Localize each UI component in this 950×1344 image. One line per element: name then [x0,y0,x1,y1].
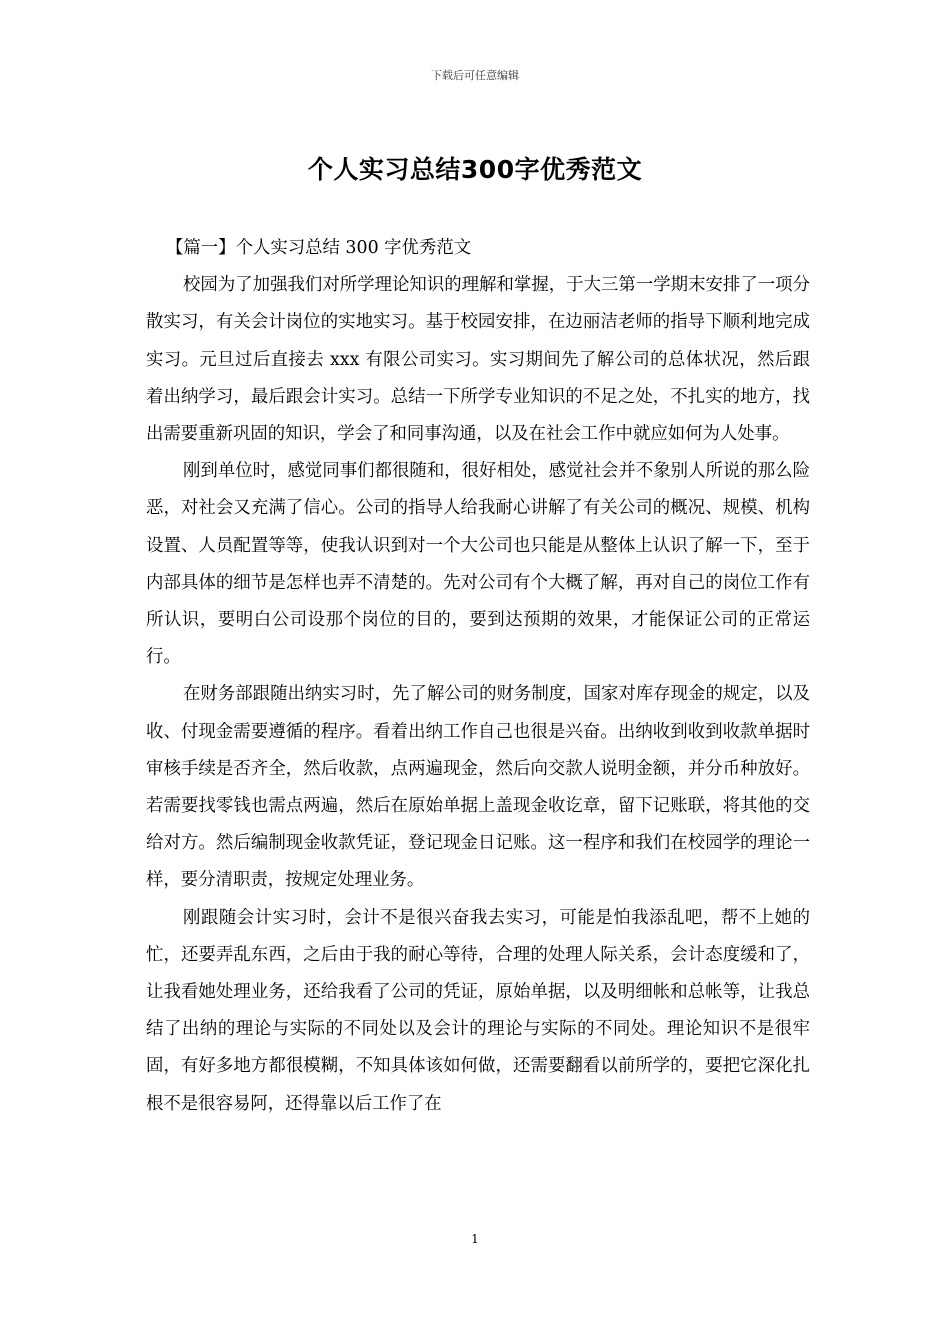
page-number: 1 [471,1232,479,1246]
header-note: 下载后可任意编辑 [431,69,519,82]
document-body [146,230,810,1123]
paragraph-1: 校园为了加强我们对所学理论知识的理解和掌握，于大三第一学期末安排了一项分散实习，有关会计岗位的实地实习。基于校园安排，在边丽洁老师的指导下顺利地完成实习。元旦过后直接去 xxx 有限公司实习。实习期间先了解公司的总体状况，然后跟着出纳学习，最后跟会计实习。总结一下所学专业知识的不足之处，不扎实的地方，找出需要重新巩固的知识，学会了和同事沟通，以及在社会工作中就应如何为人处事。 [146,275,810,445]
document-title: 个人实习总结300字优秀范文 [307,155,643,184]
paragraph-4: 刚跟随会计实习时，会计不是很兴奋我去实习，可能是怕我添乱吧，帮不上她的忙，还要弄乱东西，之后由于我的耐心等待，合理的处理人际关系，会计态度缓和了，让我看她处理业务，还给我看了公司的凭证，原始单据，以及明细帐和总帐等，让我总结了出纳的理论与实际的不同处以及会计的理论与实际的不同处。理论知识不是很牢固，有好多地方都很模糊，不知具体该如何做，还需要翻看以前所学的，要把它深化扎根不是很容易阿，还得靠以后工作了在 [146,907,810,1114]
paragraph-3: 在财务部跟随出纳实习时，先了解公司的财务制度，国家对库存现金的规定，以及收、付现金需要遵循的程序。看着出纳工作自己也很是兴奋。出纳收到收到收款单据时审核手续是否齐全，然后收款，点两遍现金，然后向交款人说明金额，并分币种放好。若需要找零钱也需点两遍，然后在原始单据上盖现金收讫章，留下记账联，将其他的交给对方。然后编制现金收款凭证，登记现金日记账。这一程序和我们在校园学的理论一样，要分清职责，按规定处理业务。 [146,684,810,891]
section-heading: 【篇一】个人实习总结 300 字优秀范文 [166,238,472,258]
paragraph-2: 刚到单位时，感觉同事们都很随和，很好相处，感觉社会并不象别人所说的那么险恶，对社会又充满了信心。公司的指导人给我耐心讲解了有关公司的概况、规模、机构设置、人员配置等等，使我认识到对一个大公司也只能是从整体上认识了解一下，至于内部具体的细节是怎样也弄不清楚的。先对公司有个大概了解，再对自己的岗位工作有所认识，要明白公司设那个岗位的目的，要到达预期的效果，才能保证公司的正常运行。 [146,461,810,668]
